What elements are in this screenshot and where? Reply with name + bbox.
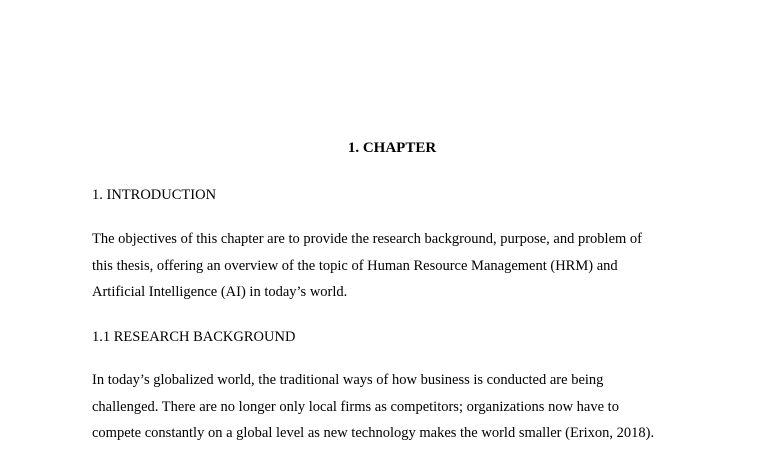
paragraph-line: Artificial Intelligence (AI) in today’s world. (92, 284, 348, 300)
research-background-paragraph (92, 370, 692, 450)
introduction-paragraph (92, 229, 692, 309)
chapter-title: 1. CHAPTER (347, 140, 437, 156)
paragraph-line: compete constantly on a global level as new technology makes the world smaller (Erixon, 2018). (92, 425, 655, 441)
paragraph-line: this thesis, offering an overview of the topic of Human Resource Management (HRM) and (92, 257, 618, 274)
paragraph-line: challenged. There are no longer only local firms as competitors; organizations now have to (92, 398, 619, 415)
section-heading-research-background: 1.1 RESEARCH BACKGROUND (92, 329, 296, 345)
paragraph-line: The objectives of this chapter are to provide the research background, purpose, and problem of (92, 231, 642, 247)
section-heading-introduction: 1. INTRODUCTION (92, 187, 217, 203)
paragraph-line: In today’s globalized world, the traditional ways of how business is conducted are being (92, 372, 604, 388)
